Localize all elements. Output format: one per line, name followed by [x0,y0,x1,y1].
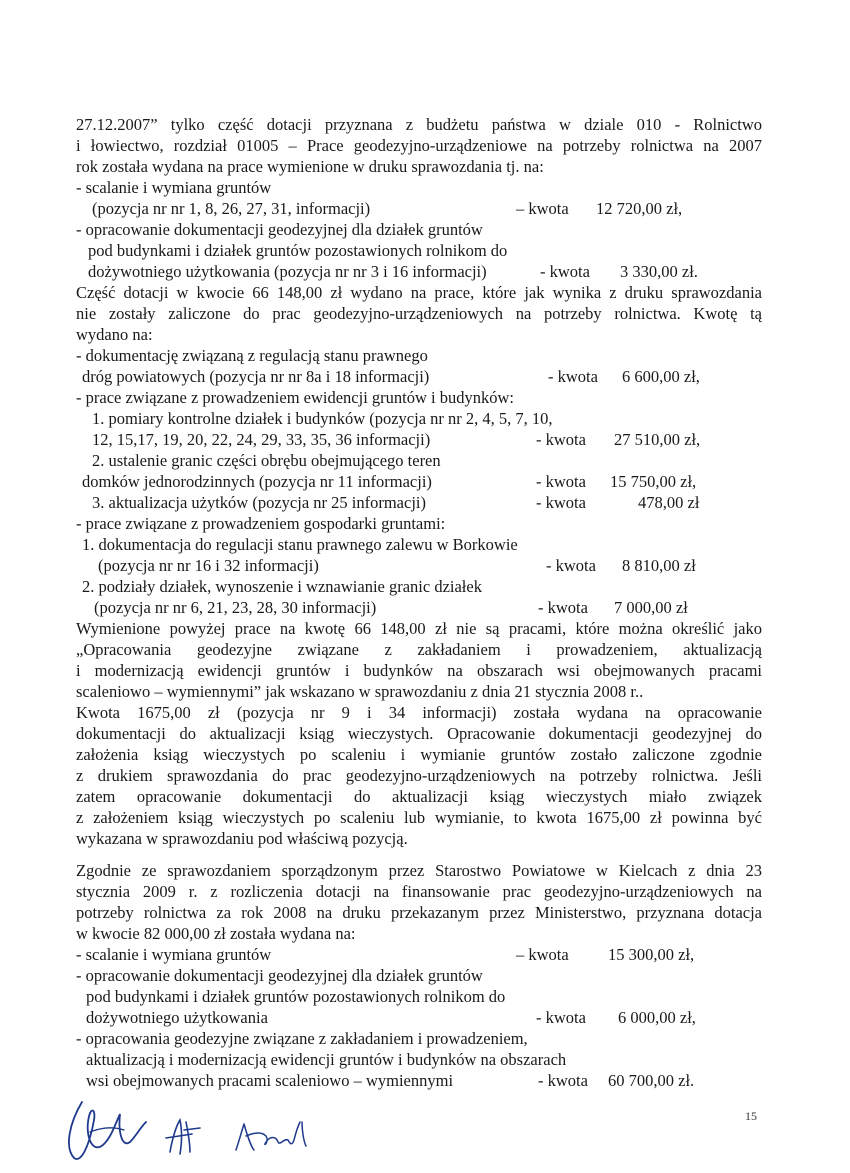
text-line: z drukiem sprawozdania do prac geodezyjno-urządzeniowych na potrzeby rolnictwa. Jeśli [76,766,762,785]
text-line: Wymienione powyżej prace na kwotę 66 148,00 zł nie są pracami, które można określić jako [76,619,762,638]
list-item: - scalanie i wymiana gruntów [76,945,272,964]
amount-value: 27 510,00 zł, [614,430,701,449]
text-line: Kwota 1675,00 zł (pozycja nr 9 i 34 informacji) została wydana na opracowanie [76,703,762,722]
amount-label: - kwota [546,556,596,575]
amount-value: 6 600,00 zł, [622,367,700,386]
list-subitem: 2. podziały działek, wynoszenie i wznawianie granic działek [82,577,482,596]
text-line: Część dotacji w kwocie 66 148,00 zł wydano na prace, które jak wynika z druku sprawozdania [76,283,762,302]
list-subitem-detail: (pozycja nr nr 16 i 32 informacji) [98,556,319,575]
list-subitem-detail: domków jednorodzinnych (pozycja nr 11 informacji) [82,472,432,491]
amount-value: 15 750,00 zł, [610,472,697,491]
text-line: wykazana w sprawozdaniu pod właściwą pozycją. [76,829,408,848]
signature-initials [160,1112,204,1158]
list-item: - scalanie i wymiana gruntów [76,178,272,197]
list-item-detail: pod budynkami i działek gruntów pozostawionych rolnikom do [86,987,506,1006]
amount-value: 7 000,00 zł [614,598,688,617]
amount-label: - kwota [536,472,586,491]
amount-label: - kwota [548,367,598,386]
amount-value: 3 330,00 zł. [620,262,698,281]
amount-label: - kwota [540,262,590,281]
text-line: Zgodnie ze sprawozdaniem sporządzonym przez Starostwo Powiatowe w Kielcach z dnia 23 [76,861,762,880]
text-line: stycznia 2009 r. z rozliczenia dotacji na finansowanie prac geodezyjno-urządzeniowych na [76,882,762,901]
text-line: „Opracowania geodezyjne związane z zakładaniem i prowadzeniem, aktualizacją [76,640,762,659]
amount-value: 15 300,00 zł, [608,945,695,964]
text-line: potrzeby rolnictwa za rok 2008 na druku przekazanym przez Ministerstwo, przyznana dotacja [76,903,762,922]
list-item: - opracowania geodezyjne związane z zakładaniem i prowadzeniem, [76,1029,528,1048]
list-item: - dokumentację związaną z regulacją stanu prawnego [76,346,428,365]
list-item: - opracowanie dokumentacji geodezyjnej dla działek gruntów [76,966,483,985]
list-subitem: 1. pomiary kontrolne działek i budynków (pozycja nr nr 2, 4, 5, 7, 10, [92,409,553,428]
amount-label: – kwota [516,945,569,964]
amount-value: 60 700,00 zł. [608,1071,695,1090]
amount-label: – kwota [516,199,569,218]
amount-value: 6 000,00 zł, [618,1008,696,1027]
text-line: dokumentacji do aktualizacji ksiąg wieczystych. Opracowanie dokumentacji geodezyjnej do [76,724,762,743]
text-line: wydano na: [76,325,153,344]
amount-value: 8 810,00 zł [622,556,696,575]
text-line: rok została wydana na prace wymienione w druku sprawozdania tj. na: [76,157,544,176]
text-line: 27.12.2007” tylko część dotacji przyznana z budżetu państwa w dziale 010 - Rolnictwo [76,115,762,134]
amount-label: - kwota [536,430,586,449]
text-line: i łowiectwo, rozdział 01005 – Prace geodezyjno-urządzeniowe na potrzeby rolnictwa na 2007 [76,136,762,155]
list-item-detail: dróg powiatowych (pozycja nr nr 8a i 18 informacji) [82,367,430,386]
text-line: zatem opracowanie dokumentacji do aktualizacji ksiąg wieczystych miało związek [76,787,762,806]
list-subitem: 1. dokumentacja do regulacji stanu prawnego zalewu w Borkowie [82,535,518,554]
amount-value: 12 720,00 zł, [596,199,683,218]
text-line: i modernizacją ewidencji gruntów i budynków na obszarach wsi obejmowanych pracami [76,661,762,680]
amount-label: - kwota [536,493,586,512]
signature-2 [232,1118,314,1156]
text-line: z założeniem ksiąg wieczystych po scaleniu lub wymianie, to kwota 1675,00 zł powinna być [76,808,762,827]
list-item-detail: dożywotniego użytkowania [86,1008,268,1027]
signature-1 [60,1092,150,1167]
page-number: 15 [745,1109,757,1123]
amount-label: - kwota [538,598,588,617]
list-item-detail: (pozycja nr nr 1, 8, 26, 27, 31, informacji) [92,199,371,218]
list-item-detail: pod budynkami i działek gruntów pozostawionych rolnikom do [88,241,508,260]
list-item-detail: aktualizacją i modernizacją ewidencji gruntów i budynków na obszarach [86,1050,567,1069]
list-subitem: 2. ustalenie granic części obrębu obejmującego teren [92,451,441,470]
amount-label: - kwota [538,1071,588,1090]
list-subitem: 3. aktualizacja użytków (pozycja nr 25 informacji) [92,493,426,512]
list-item-detail: dożywotniego użytkowania (pozycja nr nr 3 i 16 informacji) [88,262,487,281]
list-subitem-detail: 12, 15,17, 19, 20, 22, 24, 29, 33, 35, 36 informacji) [92,430,431,449]
text-line: w kwocie 82 000,00 zł została wydana na: [76,924,356,943]
list-item: - prace związane z prowadzeniem ewidencji gruntów i budynków: [76,388,514,407]
amount-value: 478,00 zł [638,493,700,512]
list-item-detail: wsi obejmowanych pracami scaleniowo – wymiennymi [86,1071,454,1090]
list-item: - prace związane z prowadzeniem gospodarki gruntami: [76,514,446,533]
text-line: scaleniowo – wymiennymi” jak wskazano w sprawozdaniu z dnia 21 stycznia 2008 r.. [76,682,644,701]
list-subitem-detail: (pozycja nr nr 6, 21, 23, 28, 30 informacji) [94,598,377,617]
text-line: nie zostały zaliczone do prac geodezyjno-urządzeniowych na potrzeby rolnictwa. Kwotę tą [76,304,762,323]
amount-label: - kwota [536,1008,586,1027]
list-item: - opracowanie dokumentacji geodezyjnej dla działek gruntów [76,220,483,239]
text-line: założenia ksiąg wieczystych po scaleniu i wymianie gruntów zostało zaliczone zgodnie [76,745,762,764]
